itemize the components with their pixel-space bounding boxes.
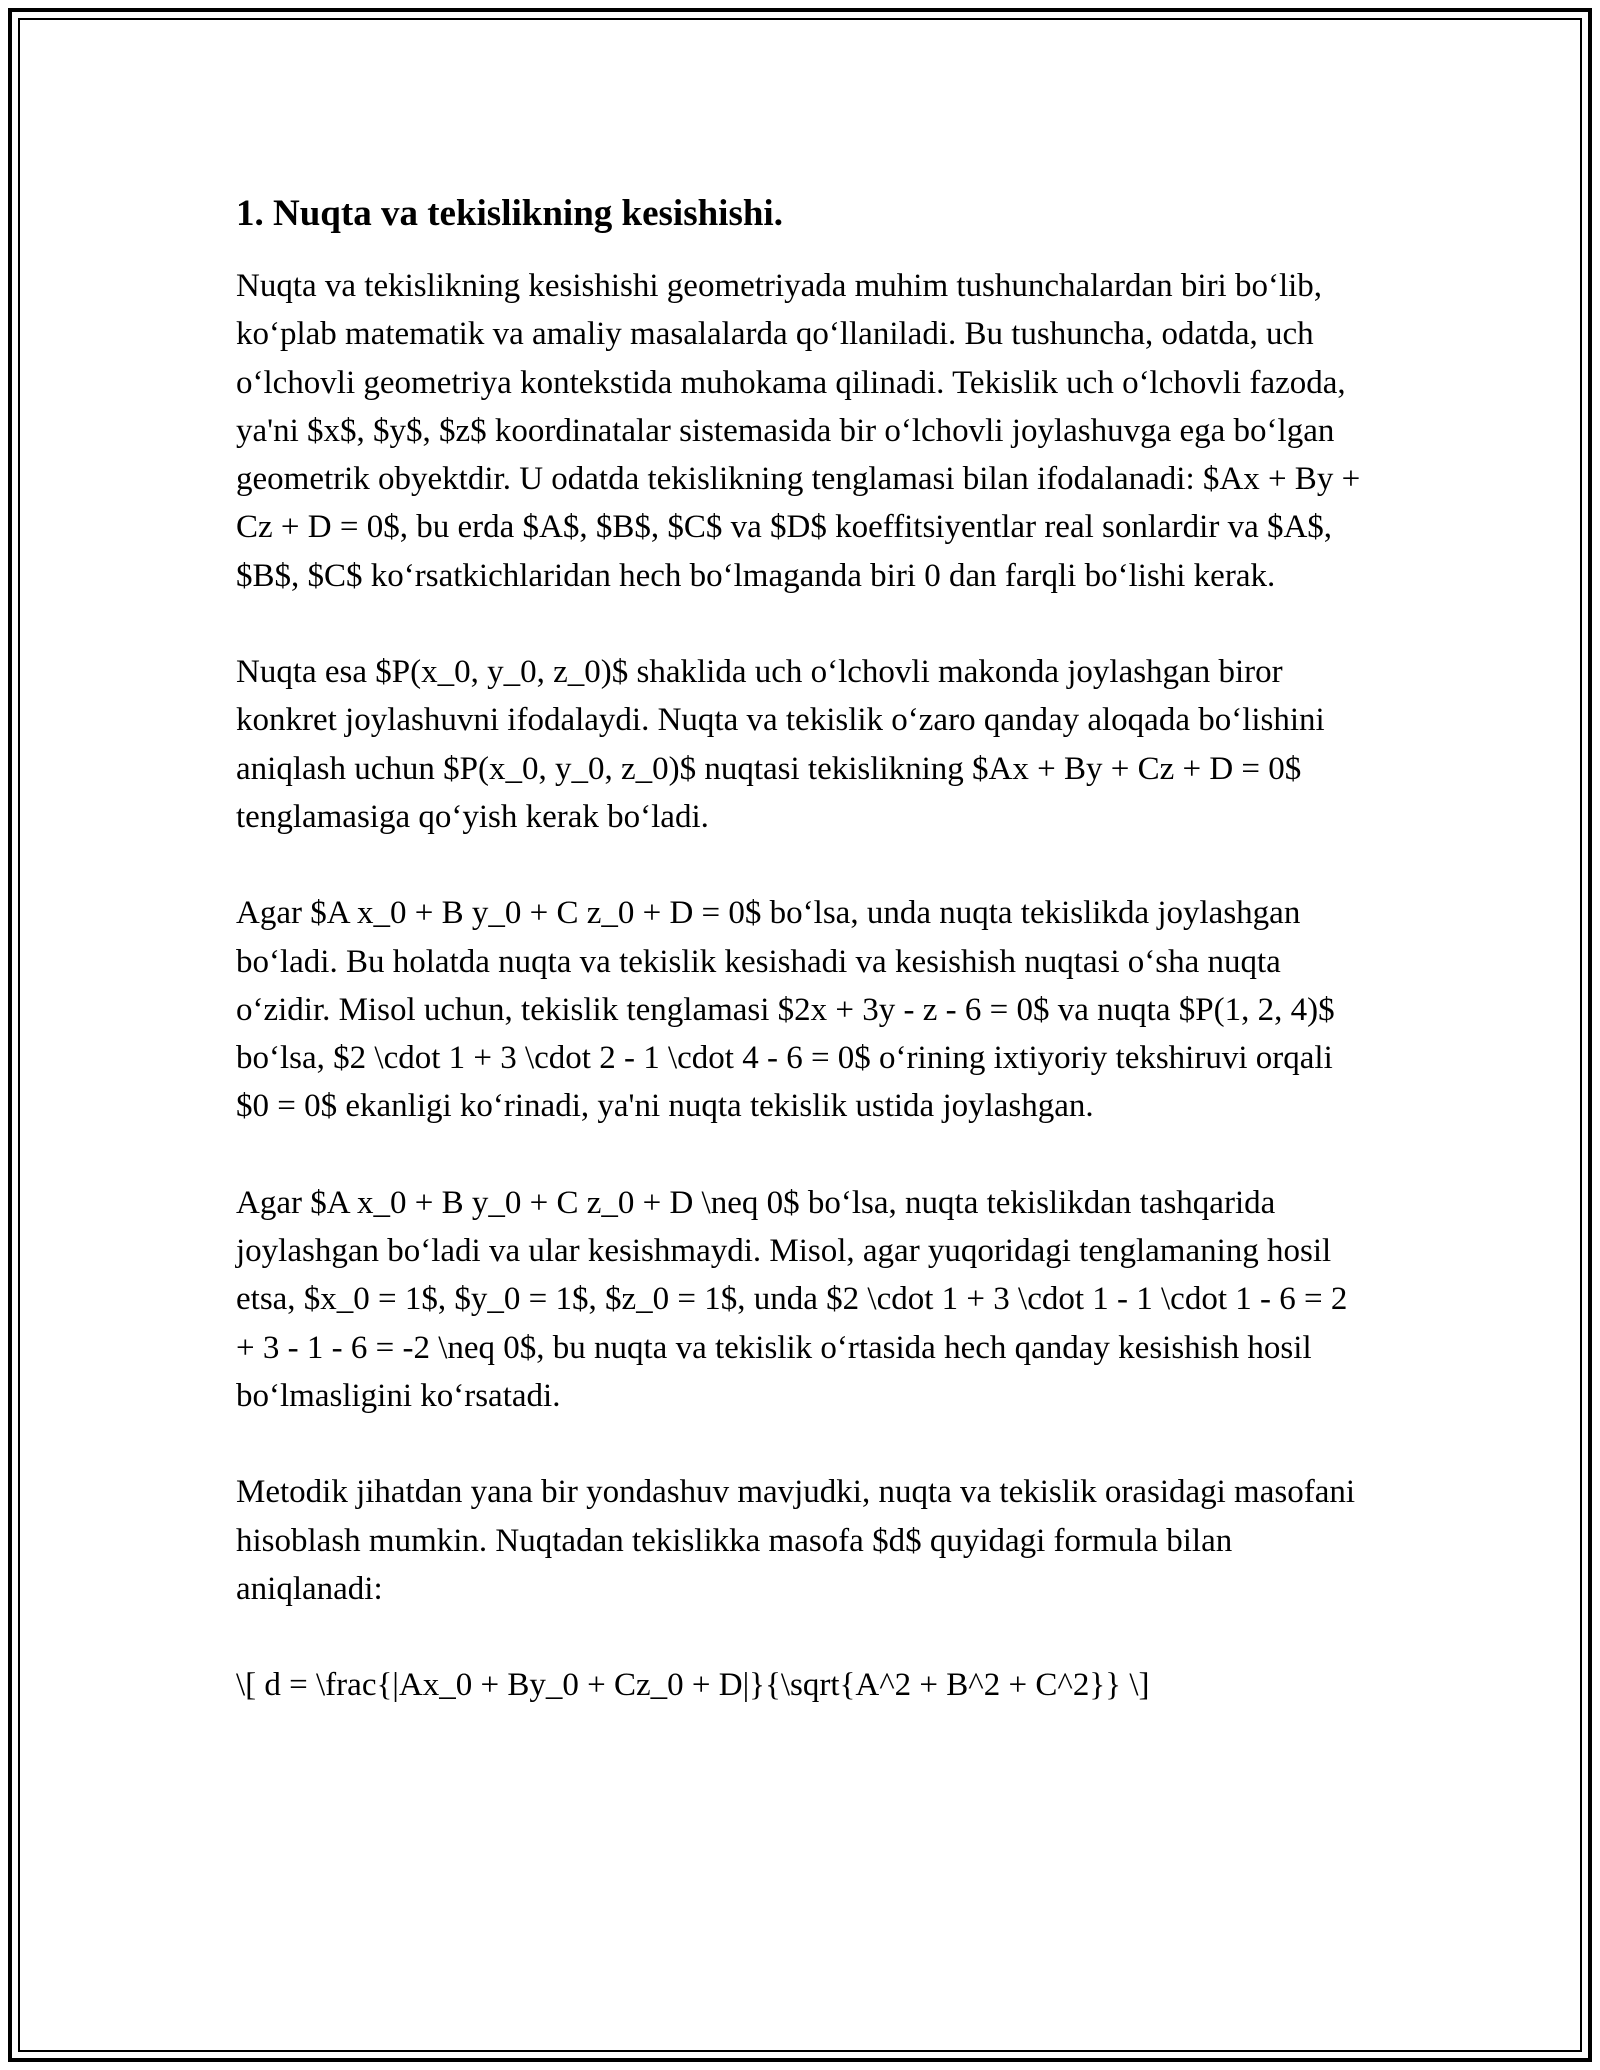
section-title: 1. Nuqta va tekislikning kesishishi.: [236, 193, 783, 234]
paragraph-point-off-plane: Agar $A x_0 + B y_0 + C z_0 + D \neq 0$ bo‘lsa, nuqta tekislikdan tashqarida joylashgan bo‘ladi va ular kesishmaydi. Misol, agar yuqoridagi tenglamaning hosil etsa, $x_0 = 1$, $y_0 = 1$, $z_0 = 1$, unda $2 \cdot 1 + 3 \cdot 1 - 1 \cdot 1 - 6 = 2 + 3 - 1 - 6 = -2 \neq 0$, bu nuqta va tekislik o‘rtasida hech qanday kesishish hosil bo‘lmasligini ko‘rsatadi.: [236, 1184, 1348, 1414]
document-body: [236, 188, 1366, 1709]
paragraph-point-definition: Nuqta esa $P(x_0, y_0, z_0)$ shaklida uch o‘lchovli makonda joylashgan biror konkret joylashuvni ifodalaydi. Nuqta va tekislik o‘zaro qanday aloqada bo‘lishini aniqlash uchun $P(x_0, y_0, z_0)$ nuqtasi tekislikning $Ax + By + Cz + D = 0$ tenglamasiga qo‘yish kerak bo‘ladi.: [236, 654, 1325, 835]
paragraph-intro: Nuqta va tekislikning kesishishi geometriyada muhim tushunchalardan biri bo‘lib, ko‘plab matematik va amaliy masalalarda qo‘llaniladi. Bu tushuncha, odatda, uch o‘lchovli geometriya kontekstida muhokama qilinadi. Tekislik uch o‘lchovli fazoda, ya'ni $x$, $y$, $z$ koordinatalar sistemasida bir o‘lchovli joylashuvga ega bo‘lgan geometrik obyektdir. U odatda tekislikning tenglamasi bilan ifodalanadi: $Ax + By + Cz + D = 0$, bu erda $A$, $B$, $C$ va $D$ koeffitsiyentlar real sonlardir va $A$, $B$, $C$ ko‘rsatkichlaridan hech bo‘lmaganda biri 0 dan farqli bo‘lishi kerak.: [236, 268, 1361, 594]
paragraph-point-on-plane: Agar $A x_0 + B y_0 + C z_0 + D = 0$ bo‘lsa, unda nuqta tekislikda joylashgan bo‘ladi. Bu holatda nuqta va tekislik kesishadi va kesishish nuqtasi o‘sha nuqta o‘zidir. Misol uchun, tekislik tenglamasi $2x + 3y - z - 6 = 0$ va nuqta $P(1, 2, 4)$ bo‘lsa, $2 \cdot 1 + 3 \cdot 2 - 1 \cdot 4 - 6 = 0$ o‘rining ixtiyoriy tekshiruvi orqali $0 = 0$ ekanligi ko‘rinadi, ya'ni nuqta tekislik ustida joylashgan.: [236, 895, 1335, 1125]
distance-formula: \[ d = \frac{|Ax_0 + By_0 + Cz_0 + D|}{\sqrt{A^2 + B^2 + C^2}} \]: [236, 1667, 1150, 1704]
paragraph-distance-method: Metodik jihatdan yana bir yondashuv mavjudki, nuqta va tekislik orasidagi masofani hisoblash mumkin. Nuqtadan tekislikka masofa $d$ quyidagi formula bilan aniqlanadi:: [236, 1474, 1356, 1607]
